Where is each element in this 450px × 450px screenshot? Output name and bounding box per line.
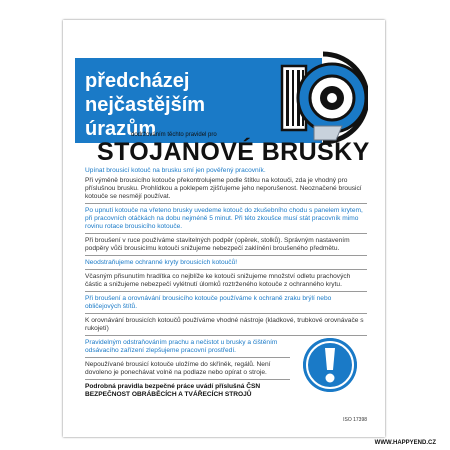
csn-reference: Podrobná pravidla bezpečné práce uvádí příslušná ČSN BEZPEČNOST OBRÁBĚCÍCH A TVÁŘECÍCH STROJŮ xyxy=(85,383,261,398)
rule-blue-5: Pravidelným odstraňováním prachu a nečistot u brusky a čištěním odsávacího zařízení zlepšujeme pracovní prostředí. xyxy=(85,339,278,354)
banner-line-2: nejčastějším xyxy=(85,94,206,116)
divider xyxy=(85,335,367,336)
rule-blue-1: Upínat brousicí kotouč na brusku smí jen pověřený pracovník. xyxy=(85,167,266,174)
divider xyxy=(85,203,367,204)
divider xyxy=(85,313,367,314)
rule-blue-3: Neodstraňujeme ochranné kryty brousicích kotoučů! xyxy=(85,258,238,266)
divider xyxy=(85,291,367,292)
divider xyxy=(85,357,290,358)
divider xyxy=(85,233,367,234)
divider xyxy=(85,379,290,380)
exclamation-mark-icon xyxy=(303,338,357,392)
rule-dark-1: Při výměně brousicího kotouče překontrolujeme podle štítku na kotouči, zda je vhodný pro příslušnou brusku. Prohlídkou a poklepem zjišťujeme jeho neporušenost. Neoznačené brousicí kotouče se nesmějí používat. xyxy=(85,177,362,200)
divider xyxy=(85,269,367,270)
rules-intro: dodržováním těchto pravidel pro xyxy=(131,132,217,138)
sign-title: STOJANOVÉ BRUSKY xyxy=(97,138,370,166)
website-link[interactable]: WWW.HAPPYEND.CZ xyxy=(374,440,436,446)
rule-dark-2: Při broušení v ruce používáme stavitelných podpěr (opěrek, stolků). Správným nastavením podpěry vůči brousicímu kotouči snižujeme nebezpečí zaklínění broušeného předmětu. xyxy=(85,236,350,252)
banner-line-3: úrazům xyxy=(85,118,157,140)
rule-blue-2: Po upnutí kotouče na vřeteno brusky uvedeme kotouč do zkušebního chodu s panelem krytem, při pracovních otáčkách na dobu nejméně 5 minut. Při této zkoušce musí stát pracovník mimo rovinu rotace brousicího kotouče. xyxy=(85,207,363,230)
rule-dark-4: K orovnávání brousicích kotoučů používáme vhodné nástroje (kladkové, trubkové orovnávače s rukojetí) xyxy=(85,317,364,332)
divider xyxy=(85,255,367,256)
rule-dark-3: Včasným přisunutím hradítka co nejblíže ke kotouči snižujeme množství odletu prachových částic a snižujeme nebezpečí vylétnutí úlomků roztrženého kotouče z ochranného krytu. xyxy=(85,273,351,288)
iso-label: ISO 17398 xyxy=(343,417,367,423)
safety-sign xyxy=(63,20,385,437)
grinding-wheel-icon xyxy=(276,48,368,148)
rule-blue-4: Při broušení a orovnávání brousicího kotouče používáme k ochraně zraku brýlí nebo obličejových štítů. xyxy=(85,295,332,310)
rule-dark-5: Nepoužívané brousicí kotouče uložíme do skříněk, regálů. Není dovoleno je ponechávat volně na podlaze nebo opírat o stroje. xyxy=(85,361,271,376)
banner-line-1: předcházej xyxy=(85,70,190,92)
